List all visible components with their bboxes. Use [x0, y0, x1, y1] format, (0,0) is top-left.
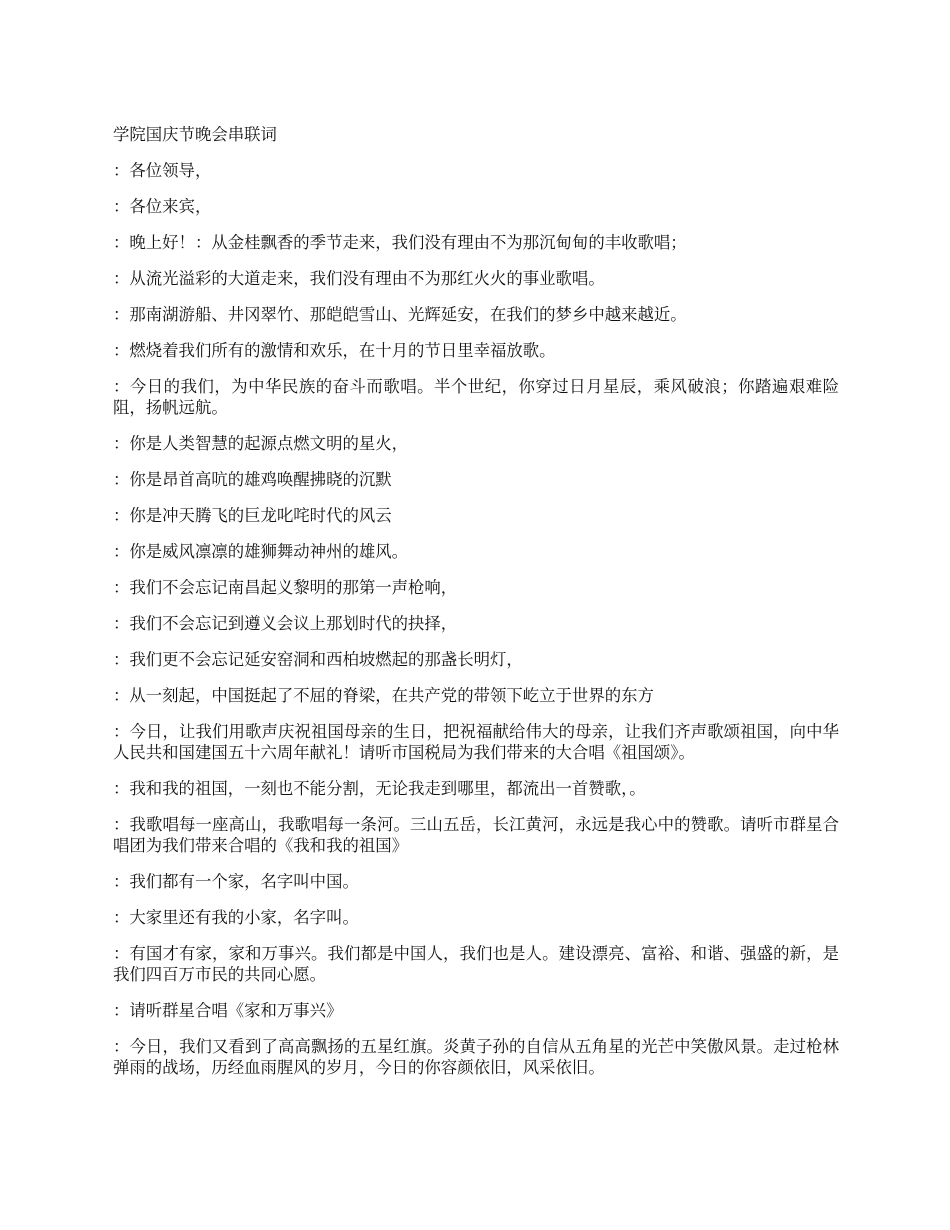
paragraph-list: [113, 160, 839, 1078]
paragraph: ：各位领导，: [113, 161, 212, 180]
paragraph: ：今日的我们，为中华民族的奋斗而歌唱。半个世纪，你穿过日月星辰，乘风破浪；你踏遍艰难险阻，扬帆远航。: [113, 377, 839, 417]
paragraph: ：从流光溢彩的大道走来，我们没有理由不为那红火火的事业歌唱。: [113, 269, 605, 288]
paragraph: ：今日，让我们用歌声庆祝祖国母亲的生日，把祝福献给伟大的母亲，让我们齐声歌颂祖国，向中华人民共和国建国五十六周年献礼！请听市国税局为我们带来的大合唱《祖国颂》。: [113, 722, 839, 762]
paragraph: ：燃烧着我们所有的激情和欢乐，在十月的节日里幸福放歌。: [113, 341, 556, 360]
paragraph: ：我们更不会忘记延安窑洞和西柏坡燃起的那盏长明灯，: [113, 650, 523, 669]
paragraph: ：今日，我们又看到了高高飘扬的五星红旗。炎黄子孙的自信从五角星的光芒中笑傲风景。走过枪林弹雨的战场，历经血雨腥风的岁月，今日的你容颜依旧，风采依旧。: [113, 1037, 839, 1077]
paragraph: ：我们不会忘记到遵义会议上那划时代的抉择，: [113, 614, 458, 633]
paragraph: ：我和我的祖国，一刻也不能分割，无论我走到哪里，都流出一首赞歌，。: [113, 779, 646, 798]
paragraph: ：各位来宾，: [113, 197, 212, 216]
paragraph: ：你是威风凛凛的雄狮舞动神州的雄风。: [113, 542, 409, 561]
paragraph: ：从一刻起，中国挺起了不屈的脊梁，在共产党的带领下屹立于世界的东方: [113, 686, 654, 705]
document-body: [113, 124, 839, 1093]
paragraph: ：那南湖游船、井冈翠竹、那皑皑雪山、光辉延安，在我们的梦乡中越来越近。: [113, 305, 687, 324]
paragraph: ：大家里还有我的小家，名字叫。: [113, 908, 359, 927]
document-title: 学院国庆节晚会串联词: [113, 125, 277, 144]
paragraph: ：我们都有一个家，名字叫中国。: [113, 872, 359, 891]
paragraph: ：你是冲天腾飞的巨龙叱咤时代的风云: [113, 506, 392, 525]
paragraph: ：请听群星合唱《家和万事兴》: [113, 1001, 343, 1020]
paragraph: ：我们不会忘记南昌起义黎明的那第一声枪响，: [113, 578, 458, 597]
paragraph: ：有国才有家，家和万事兴。我们都是中国人，我们也是人。建设漂亮、富裕、和谐、强盛的新，是我们四百万市民的共同心愿。: [113, 944, 839, 984]
paragraph: ：你是昂首高吭的雄鸡唤醒拂晓的沉默: [113, 470, 392, 489]
paragraph: ：我歌唱每一座高山，我歌唱每一条河。三山五岳，长江黄河，永远是我心中的赞歌。请听市群星合唱团为我们带来合唱的《我和我的祖国》: [113, 815, 839, 855]
paragraph: ：你是人类智慧的起源点燃文明的星火，: [113, 434, 409, 453]
paragraph: ：晚上好！：从金桂飘香的季节走来，我们没有理由不为那沉甸甸的丰收歌唱；: [113, 233, 687, 252]
